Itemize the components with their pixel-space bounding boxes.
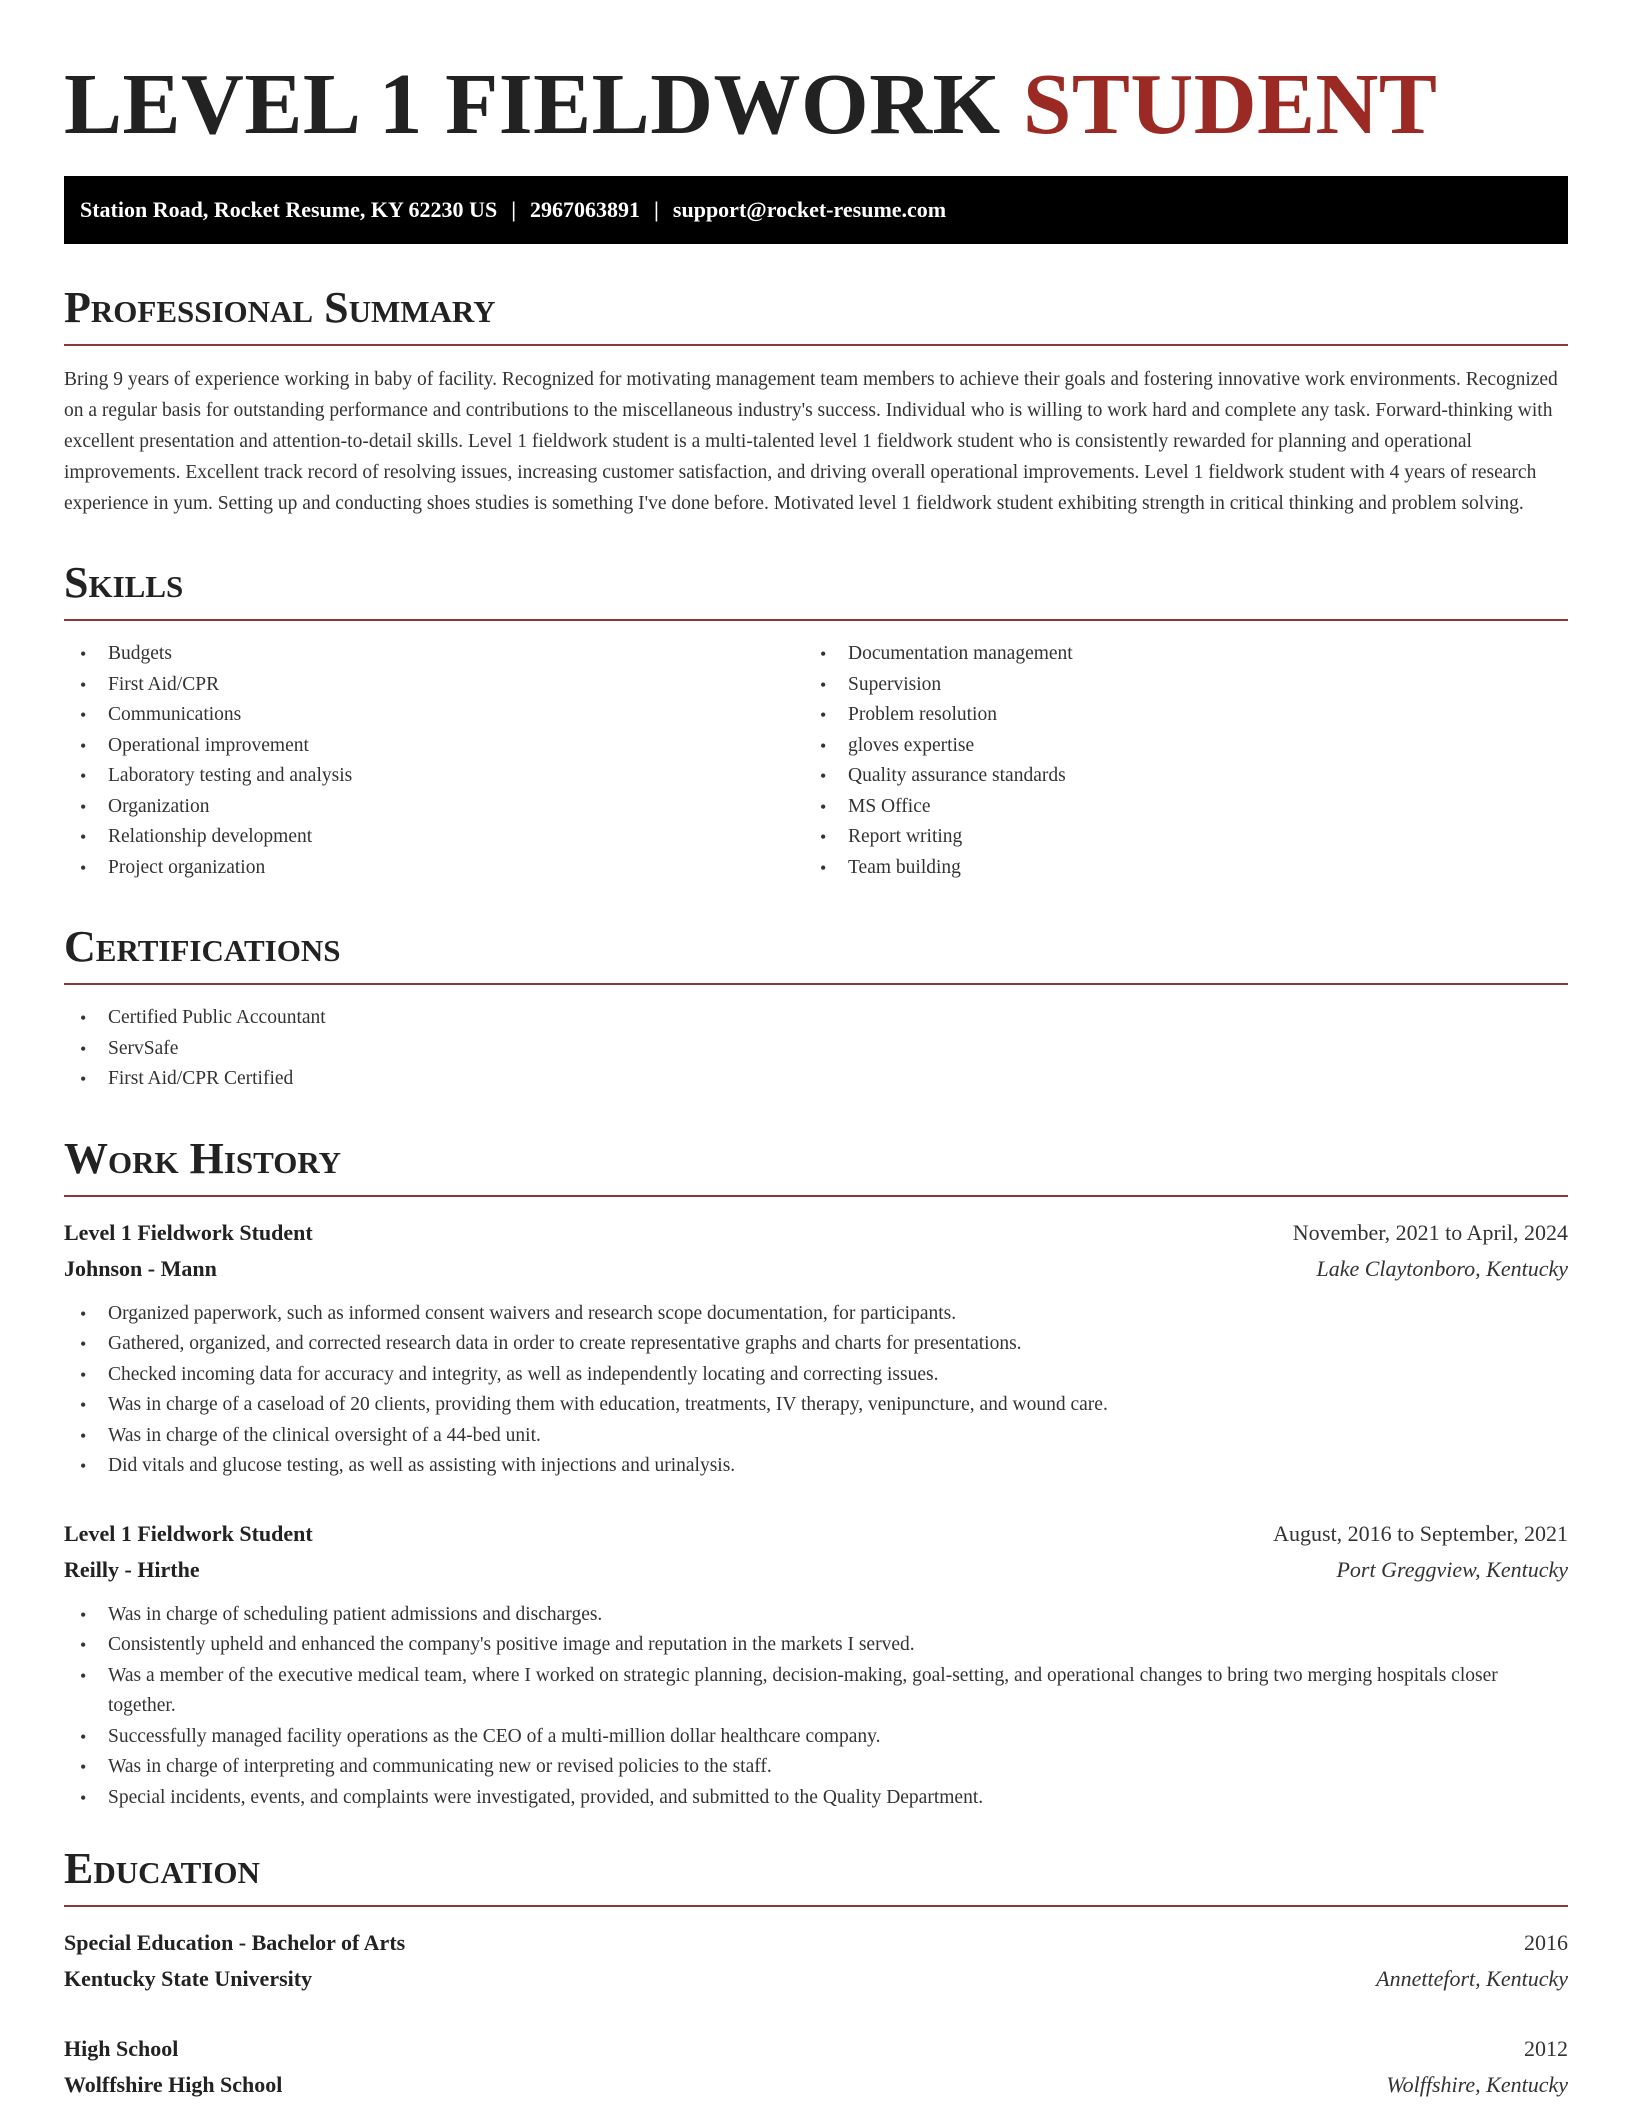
list-item-text: Relationship development	[108, 826, 313, 847]
list-item	[64, 1003, 1568, 1034]
education-school: Wolffshire High School	[64, 2072, 283, 2097]
list-item-text: Was in charge of a caseload of 20 clients, providing them with education, treatments, IV therapy, venipuncture, and wound care.	[108, 1394, 1108, 1415]
skills-section	[64, 558, 1568, 883]
list-item	[64, 1600, 1568, 1631]
list-item	[64, 1783, 1568, 1814]
list-item	[64, 700, 804, 731]
job-entry	[64, 1215, 1568, 1482]
bullet-icon: •	[80, 1757, 87, 1777]
bullet-icon: •	[820, 796, 827, 817]
list-item-text: Problem resolution	[848, 704, 997, 725]
list-item	[64, 1722, 1568, 1753]
bullet-icon: •	[80, 1425, 87, 1446]
list-item	[64, 1661, 1568, 1722]
contact-phone: 2967063891	[530, 197, 641, 222]
bullet-icon: •	[820, 827, 827, 847]
bullet-icon: •	[820, 674, 827, 695]
list-item	[64, 731, 804, 762]
list-item	[64, 822, 804, 853]
list-item-text: Was in charge of interpreting and communicating new or revised policies to the staff.	[108, 1756, 772, 1777]
bullet-icon: •	[80, 766, 87, 786]
list-item-text: gloves expertise	[848, 734, 975, 756]
section-heading: Skills	[64, 561, 1568, 621]
title-accent: STUDENT	[1022, 55, 1438, 152]
bullet-icon: •	[820, 735, 827, 756]
job-title: Level 1 Fieldwork Student	[64, 1520, 313, 1546]
job-location: Lake Claytonboro, Kentucky	[1316, 1255, 1568, 1281]
list-item	[64, 853, 804, 884]
job-company: Johnson - Mann	[64, 1255, 217, 1281]
bullet-icon: •	[820, 857, 827, 878]
contact-separator: |	[511, 197, 517, 222]
list-item	[64, 1329, 1568, 1360]
bullet-icon: •	[80, 674, 87, 695]
bullet-icon: •	[80, 1726, 87, 1747]
list-item-text: Checked incoming data for accuracy and integrity, as well as independently locating and correcting issues.	[108, 1363, 939, 1385]
job-company: Reilly - Hirthe	[64, 1556, 200, 1582]
section-heading: Work History	[64, 1137, 1568, 1197]
list-item	[64, 1421, 1568, 1452]
education-degree: Special Education - Bachelor of Arts	[64, 1930, 406, 1955]
list-item-text: Special incidents, events, and complaints were investigated, provided, and submitted to the Quality Department.	[108, 1786, 984, 1808]
bullet-icon: •	[820, 644, 827, 664]
list-item	[64, 1299, 1568, 1330]
bullet-icon: •	[820, 766, 827, 786]
list-item-text: Organization	[108, 795, 210, 817]
list-item-text: Consistently upheld and enhanced the company's positive image and reputation in the markets I served.	[108, 1634, 915, 1655]
list-item	[64, 670, 804, 701]
bullet-icon: •	[80, 1008, 87, 1028]
list-item-text: Report writing	[848, 826, 963, 847]
skills-list-left	[64, 639, 804, 883]
list-item	[804, 639, 1544, 670]
job-dates: November, 2021 to April, 2024	[1292, 1219, 1568, 1245]
bullet-icon: •	[80, 1635, 87, 1655]
summary-section	[64, 283, 1568, 519]
list-item-text: Was in charge of the clinical oversight of a 44-bed unit.	[108, 1424, 541, 1446]
list-item-text: Successfully managed facility operations as the CEO of a multi-million dollar healthcare company.	[108, 1725, 881, 1747]
list-item	[64, 1064, 1568, 1095]
list-item	[64, 1752, 1568, 1783]
section-heading: Professional Summary	[64, 286, 1568, 346]
bullet-icon: •	[80, 1456, 87, 1476]
education-entry	[64, 1925, 1568, 1997]
bullet-icon: •	[80, 1364, 87, 1385]
list-item	[64, 1630, 1568, 1661]
list-item	[804, 792, 1544, 823]
list-item	[804, 761, 1544, 792]
list-item-text: Project organization	[108, 856, 266, 878]
bullet-icon: •	[80, 644, 87, 664]
list-item-text: Team building	[848, 856, 961, 878]
bullet-icon: •	[80, 1665, 87, 1686]
contact-email: support@rocket-resume.com	[672, 197, 947, 222]
job-bullets	[64, 1600, 1568, 1814]
list-item-text: Did vitals and glucose testing, as well as assisting with injections and urinalysis.	[108, 1455, 736, 1476]
list-item-text: Supervision	[848, 673, 942, 695]
skills-list-right	[804, 639, 1544, 883]
job-title: Level 1 Fieldwork Student	[64, 1219, 313, 1245]
list-item-text: Laboratory testing and analysis	[108, 765, 353, 786]
bullet-icon: •	[80, 1303, 87, 1324]
list-item-text: Quality assurance standards	[848, 765, 1066, 786]
contact-separator: |	[654, 197, 659, 222]
list-item	[64, 761, 804, 792]
list-item	[804, 822, 1544, 853]
list-item-text: Was in charge of scheduling patient admissions and discharges.	[108, 1603, 603, 1625]
summary-text: Bring 9 years of experience working in baby of facility. Recognized for motivating management team members to achieve their goals and fostering innovative work environments. Recognized on a regular basis for outstanding performance and contributions to the miscellaneous industry's success. Individual who is willing to work hard and complete any task. Forward-thinking with excellent presentation and attention-to-detail skills. Level 1 fieldwork student is a multi-talented level 1 fieldwork student who is consistently rewarded for planning and operational improvements. Excellent track record of resolving issues, increasing customer satisfaction, and driving overall operational improvements. Level 1 fieldwork student with 4 years of research experience in yum. Setting up and conducting shoes studies is something I've done before. Motivated level 1 fieldwork student exhibiting strength in critical thinking and problem solving.	[64, 369, 1558, 514]
education-location: Wolffshire, Kentucky	[1386, 2072, 1568, 2097]
contact-address: Station Road, Rocket Resume, KY 62230 US	[80, 197, 498, 222]
list-item	[64, 1451, 1568, 1482]
education-degree: High School	[64, 2036, 179, 2061]
list-item	[64, 792, 804, 823]
education-year: 2016	[1524, 1930, 1568, 1955]
bullet-icon: •	[820, 705, 827, 725]
list-item-text: Was a member of the executive medical team, where I worked on strategic planning, decision-making, goal-setting, and operational changes to bring two merging hospitals closer together.	[108, 1664, 1498, 1716]
bullet-icon: •	[80, 1334, 87, 1354]
job-bullets	[64, 1299, 1568, 1482]
certifications-section	[64, 922, 1568, 1095]
bullet-icon: •	[80, 857, 87, 878]
education-year: 2012	[1524, 2036, 1568, 2061]
list-item-text: ServSafe	[108, 1037, 179, 1059]
list-item	[804, 731, 1544, 762]
list-item	[804, 700, 1544, 731]
education-entry	[64, 2031, 1568, 2103]
list-item	[64, 1034, 1568, 1065]
list-item	[804, 670, 1544, 701]
education-school: Kentucky State University	[64, 1966, 313, 1991]
list-item-text: Organized paperwork, such as informed consent waivers and research scope documentation, for participants.	[108, 1302, 957, 1324]
list-item	[64, 1360, 1568, 1391]
contact-bar	[64, 176, 1568, 244]
bullet-icon: •	[80, 1395, 87, 1415]
title-main: LEVEL 1 FIELDWORK	[64, 55, 1001, 152]
list-item-text: First Aid/CPR	[108, 673, 220, 695]
bullet-icon: •	[80, 796, 87, 817]
bullet-icon: •	[80, 827, 87, 847]
list-item-text: Gathered, organized, and corrected research data in order to create representative graphs and charts for presentations.	[108, 1333, 1022, 1354]
section-heading: Certifications	[64, 925, 1568, 985]
list-item	[64, 1390, 1568, 1421]
bullet-icon: •	[80, 735, 87, 756]
bullet-icon: •	[80, 705, 87, 725]
bullet-icon: •	[80, 1069, 87, 1089]
list-item	[64, 639, 804, 670]
section-heading: Education	[64, 1847, 1568, 1907]
list-item	[804, 853, 1544, 884]
certifications-list	[64, 1003, 1568, 1095]
bullet-icon: •	[80, 1604, 87, 1625]
bullet-icon: •	[80, 1787, 87, 1808]
work-history-section	[64, 1133, 1568, 1814]
education-section	[64, 1844, 1568, 2103]
job-entry	[64, 1516, 1568, 1814]
list-item-text: Documentation management	[848, 643, 1073, 664]
list-item-text: MS Office	[848, 795, 931, 817]
bullet-icon: •	[80, 1038, 87, 1059]
list-item-text: Operational improvement	[108, 734, 309, 756]
list-item-text: First Aid/CPR Certified	[108, 1068, 294, 1089]
list-item-text: Certified Public Accountant	[108, 1007, 326, 1028]
page-title	[64, 56, 1568, 152]
job-location: Port Greggview, Kentucky	[1336, 1556, 1568, 1582]
list-item-text: Communications	[108, 704, 242, 725]
list-item-text: Budgets	[108, 643, 172, 664]
job-dates: August, 2016 to September, 2021	[1273, 1520, 1568, 1546]
education-location: Annettefort, Kentucky	[1376, 1966, 1568, 1991]
